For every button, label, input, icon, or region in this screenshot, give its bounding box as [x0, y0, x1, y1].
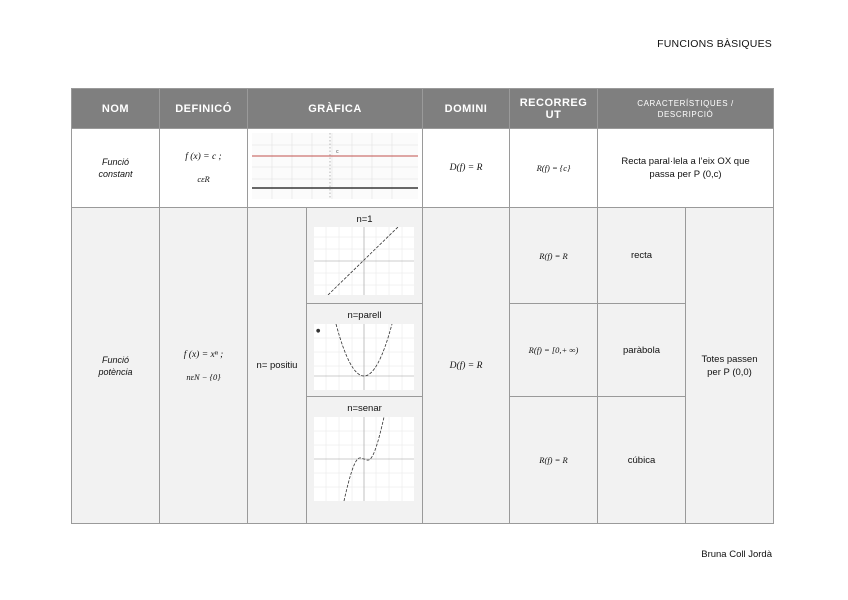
constant-domain: D(f) = R [449, 163, 483, 173]
document-title: FUNCIONS BÀSIQUES [657, 38, 772, 50]
range-even: R(f) = [0,+ ∞) [528, 345, 579, 355]
constant-range: R(f) = {c} [536, 163, 571, 173]
range-linear: R(f) = R [539, 250, 568, 261]
constant-name-cell [72, 129, 160, 208]
header-grafica: GRÀFICA [248, 89, 423, 129]
header-definicio: DEFINICÓ [160, 89, 248, 129]
range-even-cell [510, 304, 598, 397]
power-name-cell [72, 208, 160, 523]
kind-linear-cell [598, 208, 686, 304]
power-name: Funció potència [98, 354, 133, 377]
power-exponent-label: n= positiu [256, 360, 298, 371]
constant-domain-cell [423, 129, 510, 208]
constant-definition-cell [160, 129, 248, 208]
parabola-graph [314, 324, 414, 390]
case-odd-label: n=senar [347, 403, 382, 414]
constant-description: Recta paral·lela a l’eix OX que passa per P (0,c) [621, 156, 750, 180]
range-odd: R(f) = R [539, 455, 568, 465]
kind-even: paràbola [623, 344, 660, 356]
constant-graph [252, 133, 418, 199]
graph-case-even [307, 304, 423, 397]
svg-text:●: ● [316, 328, 321, 334]
graph-case-odd [307, 397, 423, 523]
header-nom: NOM [72, 89, 160, 129]
range-linear-cell [510, 208, 598, 304]
power-domain-cell [423, 208, 510, 523]
kind-odd-cell [598, 397, 686, 523]
constant-range-cell [510, 129, 598, 208]
constant-name: Funció constant [98, 157, 133, 179]
header-domini: DOMINI [423, 89, 510, 129]
constant-condition: cεR [197, 174, 210, 184]
graph-case-linear [307, 208, 423, 304]
header-caracteristiques: CARACTERÍSTIQUES / DESCRIPCIÓ [598, 89, 773, 129]
kind-even-cell [598, 304, 686, 397]
constant-formula: f (x) = c ; [185, 152, 222, 162]
case-linear-label: n=1 [356, 214, 373, 225]
header-recorregut: RECORREG UT [510, 89, 598, 129]
linear-graph [314, 227, 414, 295]
kind-linear: recta [630, 250, 653, 261]
power-definition-cell [160, 208, 248, 523]
svg-text:c: c [336, 149, 339, 155]
power-common-note-cell [686, 208, 773, 523]
power-common-note: Totes passen per P (0,0) [701, 353, 758, 378]
kind-odd: cúbica [627, 454, 656, 466]
author-name: Bruna Coll Jordà [701, 549, 772, 560]
power-condition: nεN − {0} [186, 371, 221, 382]
range-odd-cell [510, 397, 598, 523]
power-domain: D(f) = R [449, 360, 483, 371]
functions-table [71, 88, 774, 524]
constant-description-cell [598, 129, 773, 208]
power-exponent-cell [248, 208, 307, 523]
power-formula: f (x) = xⁿ ; [183, 349, 224, 360]
constant-graph-cell [248, 129, 423, 208]
case-even-label: n=parell [347, 310, 382, 321]
cubic-graph [314, 417, 414, 501]
